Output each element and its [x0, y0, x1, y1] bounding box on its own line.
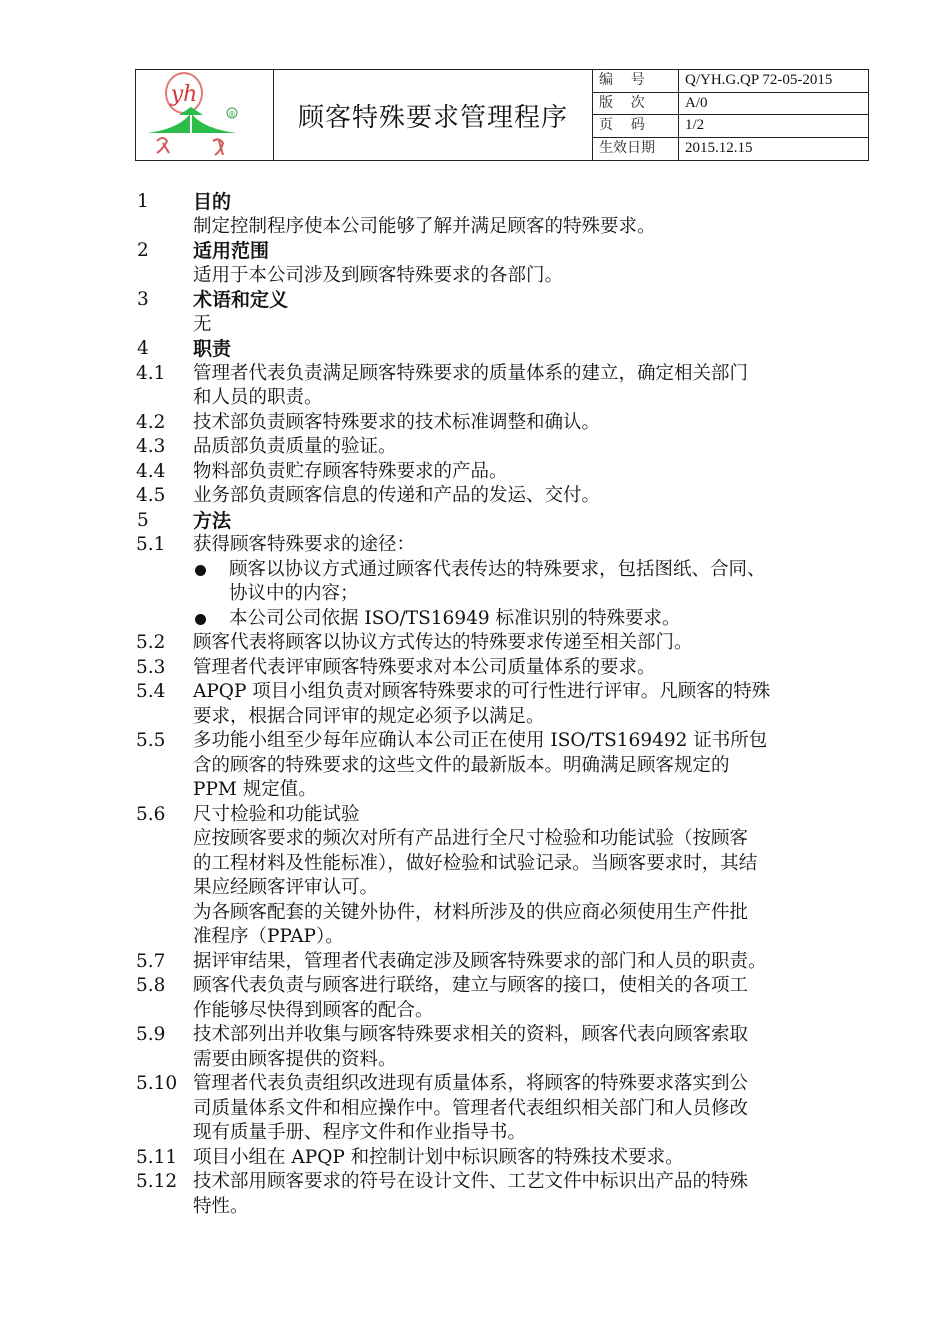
body-line — [0, 435, 950, 460]
line-text: 和人员的职责。 — [193, 387, 323, 408]
body-line — [0, 1023, 950, 1048]
bullet-item — [0, 558, 950, 583]
section-heading — [0, 239, 950, 264]
meta-row-version — [593, 93, 868, 116]
line-text: 制定控制程序使本公司能够了解并满足顾客的特殊要求。 — [193, 215, 656, 237]
body-line — [0, 631, 950, 656]
clause-number: 4.1 — [136, 362, 166, 384]
meta-label: 版 次 — [593, 93, 679, 115]
body-line — [0, 950, 950, 975]
body-line — [0, 827, 950, 852]
section-heading — [0, 337, 950, 362]
document-meta-table — [593, 70, 868, 160]
line-text: 司质量体系文件和相应操作中。管理者代表组织相关部门和人员修改 — [193, 1097, 749, 1119]
svg-text:®: ® — [228, 110, 236, 119]
clause-number: 2 — [137, 240, 149, 261]
clause-number: 4 — [137, 338, 149, 359]
body-line — [0, 852, 950, 877]
clause-number: 5.7 — [136, 950, 166, 972]
company-logo — [136, 70, 274, 160]
line-text: 作能够尽快得到顾客的配合。 — [193, 999, 434, 1021]
meta-value: 1/2 — [685, 117, 705, 133]
body-line — [0, 803, 950, 828]
body-line — [0, 1146, 950, 1171]
line-text: 物料部负责贮存顾客特殊要求的产品。 — [193, 460, 508, 482]
line-text: 业务部负责顾客信息的传递和产品的发运、交付。 — [193, 485, 601, 506]
bullet-item — [0, 582, 950, 607]
clause-number: 5.11 — [136, 1146, 178, 1168]
meta-label: 生效日期 — [593, 138, 679, 161]
body-line — [0, 215, 950, 240]
body-line — [0, 680, 950, 705]
bullet-item — [0, 607, 950, 632]
line-text: 要求，根据合同评审的规定必须予以满足。 — [193, 705, 545, 727]
body-line — [0, 656, 950, 681]
meta-row-effective-date — [593, 138, 868, 161]
clause-number: 5.4 — [136, 681, 166, 702]
section-heading — [0, 288, 950, 313]
clause-number: 5.1 — [136, 534, 166, 555]
body-line — [0, 999, 950, 1024]
line-text: 目的 — [193, 191, 232, 213]
line-text: 适用范围 — [193, 240, 270, 262]
body-line — [0, 533, 950, 558]
section-heading — [0, 190, 950, 215]
body-line — [0, 484, 950, 509]
body-line — [0, 901, 950, 926]
body-line — [0, 1048, 950, 1073]
line-text: 顾客代表将顾客以协议方式传达的特殊要求传递至相关部门。 — [193, 632, 693, 653]
line-text: 果应经顾客评审认可。 — [193, 877, 379, 898]
clause-number: 5.10 — [136, 1073, 178, 1094]
document-header — [135, 69, 869, 161]
clause-number: 5.6 — [136, 803, 166, 825]
line-text: 尺寸检验和功能试验 — [193, 803, 360, 825]
line-text: 技术部负责顾客特殊要求的技术标准调整和确认。 — [193, 411, 601, 433]
clause-number: 4.5 — [136, 485, 166, 506]
line-text: 本公司公司依据 ISO/TS16949 标准识别的特殊要求。 — [229, 607, 681, 629]
line-text: 现有质量手册、程序文件和作业指导书。 — [193, 1122, 527, 1143]
line-text: 含的顾客的特殊要求的这些文件的最新版本。明确满足顾客规定的 — [193, 754, 730, 776]
document-body — [0, 190, 950, 1219]
svg-text:yh: yh — [170, 82, 198, 107]
document-title: 顾客特殊要求管理程序 — [274, 70, 593, 160]
clause-number: 1 — [137, 191, 149, 212]
logo-graphic — [139, 71, 269, 159]
line-text: 为各顾客配套的关键外协件，材料所涉及的供应商必须使用生产件批 — [193, 901, 749, 923]
clause-number: 4.3 — [136, 436, 166, 457]
body-line — [0, 313, 950, 338]
meta-row-number — [593, 70, 868, 93]
body-line — [0, 362, 950, 387]
clause-number: 5 — [137, 509, 149, 531]
body-line — [0, 729, 950, 754]
line-text: 技术部列出并收集与顾客特殊要求相关的资料，顾客代表向顾客索取 — [193, 1024, 749, 1045]
line-text: 职责 — [193, 338, 232, 360]
line-text: 需要由顾客提供的资料。 — [193, 1048, 397, 1070]
line-text: 管理者代表评审顾客特殊要求对本公司质量体系的要求。 — [193, 656, 656, 678]
clause-number: 5.9 — [136, 1024, 166, 1045]
clause-number: 5.8 — [136, 975, 166, 996]
meta-label: 页 码 — [593, 115, 679, 137]
body-line — [0, 925, 950, 950]
meta-label: 编 号 — [593, 70, 679, 92]
meta-value: A/0 — [685, 94, 708, 111]
line-text: 技术部用顾客要求的符号在设计文件、工艺文件中标识出产品的特殊 — [193, 1171, 749, 1192]
line-text: 获得顾客特殊要求的途径： — [193, 534, 416, 555]
body-line — [0, 460, 950, 485]
line-text: 据评审结果，管理者代表确定涉及顾客特殊要求的部门和人员的职责。 — [193, 950, 767, 972]
body-line — [0, 1195, 950, 1220]
body-line — [0, 974, 950, 999]
line-text: 顾客以协议方式通过顾客代表传达的特殊要求，包括图纸、合同、 — [229, 558, 766, 580]
clause-number: 5.12 — [136, 1171, 178, 1192]
line-text: 应按顾客要求的频次对所有产品进行全尺寸检验和功能试验（按顾客 — [193, 828, 749, 849]
body-line — [0, 754, 950, 779]
meta-value: Q/YH.G.QP 72-05-2015 — [685, 72, 833, 88]
clause-number: 4.2 — [136, 411, 166, 433]
line-text: 的工程材料及性能标准），做好检验和试验记录。当顾客要求时，其结 — [193, 852, 758, 874]
bullet-icon — [195, 565, 206, 576]
body-line — [0, 386, 950, 411]
line-text: APQP 项目小组负责对顾客特殊要求的可行性进行评审。凡顾客的特殊 — [193, 681, 771, 702]
line-text: 方法 — [193, 509, 232, 532]
body-line — [0, 876, 950, 901]
clause-number: 5.5 — [136, 730, 166, 751]
body-line — [0, 264, 950, 289]
body-line — [0, 1072, 950, 1097]
bullet-icon — [195, 614, 206, 625]
line-text: 准程序（PPAP）。 — [193, 926, 344, 947]
meta-value: 2015.12.15 — [685, 139, 753, 156]
line-text: PPM 规定值。 — [193, 779, 317, 800]
line-text: 适用于本公司涉及到顾客特殊要求的各部门。 — [193, 264, 564, 286]
line-text: 顾客代表负责与顾客进行联络，建立与顾客的接口，使相关的各项工 — [193, 975, 749, 996]
clause-number: 5.3 — [136, 656, 166, 678]
body-line — [0, 1170, 950, 1195]
section-heading — [0, 509, 950, 534]
clause-number: 3 — [137, 289, 149, 310]
line-text: 多功能小组至少每年应确认本公司正在使用 ISO/TS169492 证书所包 — [193, 730, 768, 751]
line-text: 术语和定义 — [193, 289, 289, 311]
line-text: 品质部负责质量的验证。 — [193, 436, 397, 457]
line-text: 特性。 — [193, 1195, 249, 1217]
line-text: 项目小组在 APQP 和控制计划中标识顾客的特殊技术要求。 — [193, 1146, 684, 1168]
meta-row-page — [593, 115, 868, 138]
body-line — [0, 411, 950, 436]
clause-number: 5.2 — [136, 632, 166, 653]
line-text: 管理者代表负责组织改进现有质量体系，将顾客的特殊要求落实到公 — [193, 1073, 749, 1094]
line-text: 协议中的内容； — [229, 583, 359, 604]
line-text: 无 — [193, 313, 212, 335]
body-line — [0, 778, 950, 803]
clause-number: 4.4 — [136, 460, 166, 482]
body-line — [0, 705, 950, 730]
line-text: 管理者代表负责满足顾客特殊要求的质量体系的建立，确定相关部门 — [193, 362, 749, 384]
body-line — [0, 1097, 950, 1122]
body-line — [0, 1121, 950, 1146]
